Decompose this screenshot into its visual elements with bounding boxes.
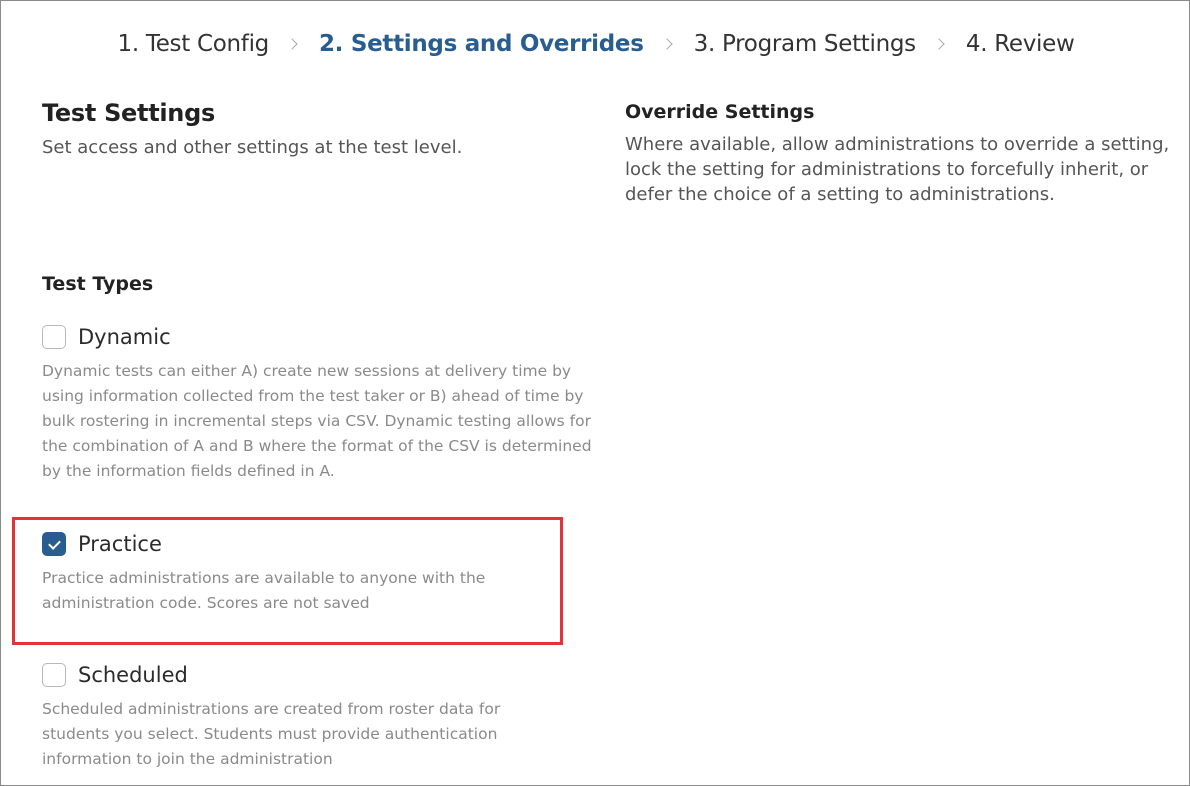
override-settings-description: Where available, allow administrations to override a setting, lock the setting for administrations to forcefully inherit, or defer the choice of a setting to administrations. — [625, 134, 1170, 205]
test-type-scheduled — [42, 662, 602, 772]
wizard-stepper — [1, 29, 1190, 59]
practice-description: Practice administrations are available to anyone with the administration code. Scores are not saved — [42, 569, 486, 612]
test-types-title: Test Types — [42, 273, 154, 295]
chevron-right-icon — [662, 38, 674, 50]
dynamic-checkbox[interactable] — [42, 325, 66, 349]
override-settings-title: Override Settings — [625, 101, 815, 123]
dynamic-description: Dynamic tests can either A) create new sessions at delivery time by using information collected from the test taker or B) ahead of time by bulk rostering in incremental steps via CSV. Dynamic testing allows for the combination of A and B where the format of the CSV is determined by the information fields defined in A. — [42, 362, 592, 480]
scheduled-label[interactable]: Scheduled — [78, 663, 188, 687]
chevron-right-icon — [934, 38, 946, 50]
test-type-practice — [42, 531, 602, 616]
test-settings-subtitle: Set access and other settings at the test level. — [42, 137, 463, 158]
step-settings-and-overrides[interactable]: 2. Settings and Overrides — [318, 31, 644, 57]
scheduled-checkbox[interactable] — [42, 663, 66, 687]
practice-label[interactable]: Practice — [78, 532, 162, 556]
test-type-dynamic — [42, 324, 602, 484]
step-program-settings[interactable]: 3. Program Settings — [693, 31, 916, 57]
practice-checkbox[interactable] — [42, 532, 66, 556]
dynamic-label[interactable]: Dynamic — [78, 325, 171, 349]
override-settings-panel — [625, 99, 1175, 207]
scheduled-description: Scheduled administrations are created from roster data for students you select. Students must provide authentication information to join the administration — [42, 700, 501, 768]
step-review[interactable]: 4. Review — [965, 31, 1075, 57]
test-settings-title: Test Settings — [42, 99, 215, 127]
chevron-right-icon — [287, 38, 299, 50]
step-test-config[interactable]: 1. Test Config — [117, 31, 269, 57]
test-settings-header — [42, 99, 602, 160]
